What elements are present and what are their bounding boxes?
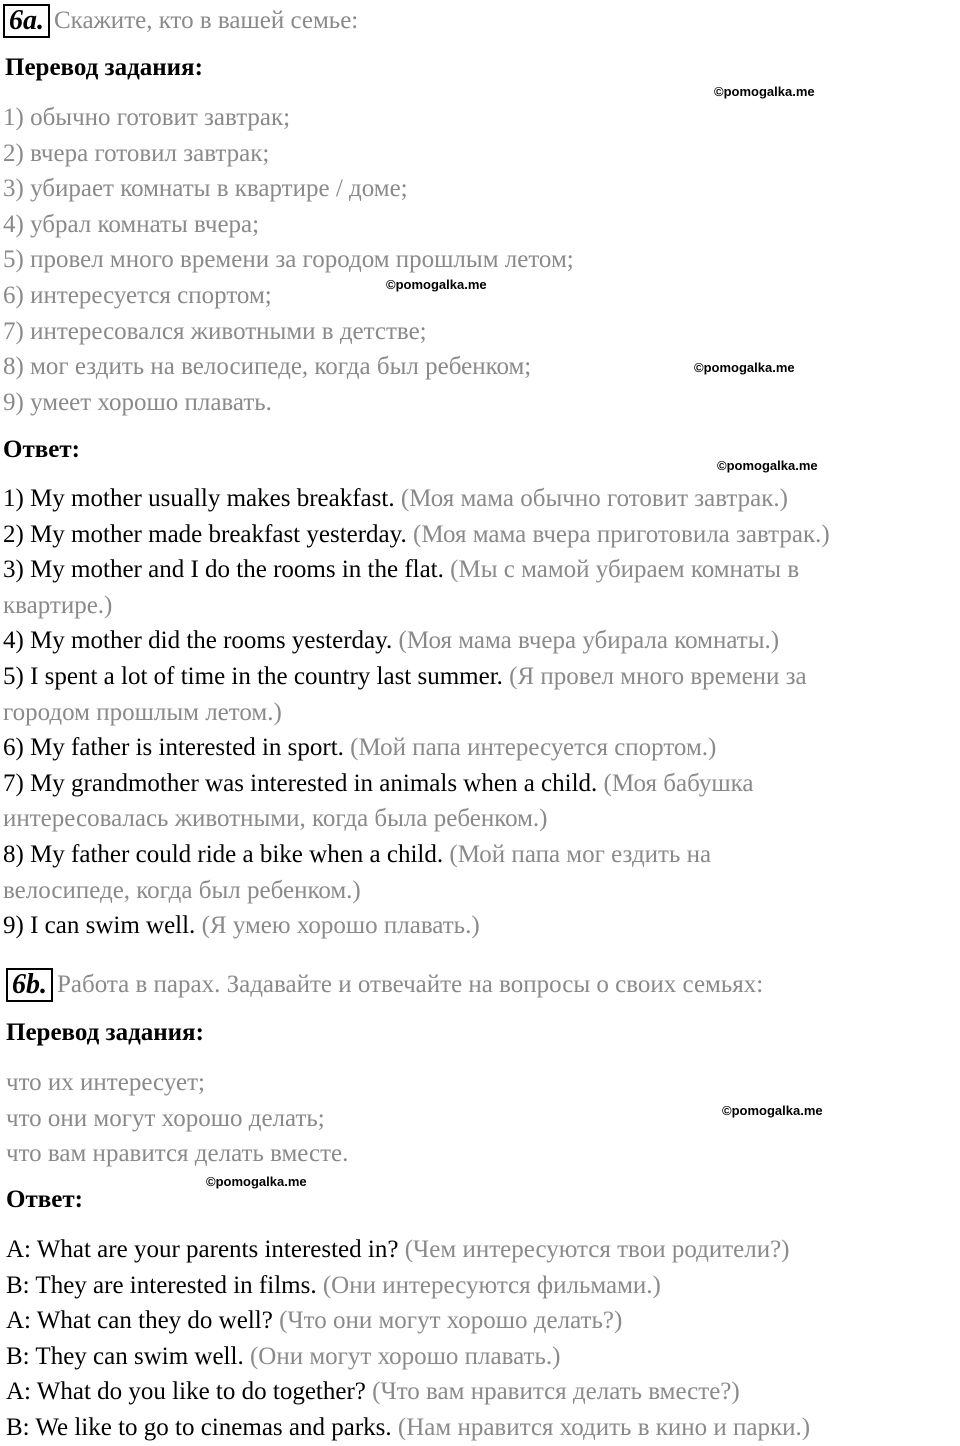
answer-en: 6) My father is interested in sport. [3, 734, 344, 762]
list-item: 4) убрал комнаты вчера; [3, 210, 260, 238]
answer-en: B: They are interested in films. [6, 1271, 317, 1299]
answer-ru: (Нам нравится ходить в кино и парки.) [391, 1413, 811, 1441]
answer-en: 9) I can swim well. [3, 912, 196, 940]
task-6b-answers [6, 1232, 810, 1446]
answer-en: A: What can they do well? [6, 1307, 273, 1335]
task-6b-translation-heading: Перевод задания: [6, 1019, 204, 1046]
task-6a-number: 6a. [3, 4, 50, 38]
list-item: что их интересует; [6, 1069, 205, 1096]
task-6a-items [3, 100, 574, 420]
answer-line [3, 837, 830, 873]
task-6a-header [3, 4, 358, 38]
watermark: ©pomogalka.me [694, 360, 795, 375]
answer-line [3, 695, 830, 731]
answer-line [3, 801, 830, 837]
answer-line [3, 517, 830, 553]
list-item: 5) провел много времени за городом прошлым летом; [3, 246, 574, 274]
task-6b-items [6, 1065, 348, 1172]
answer-ru: (Моя бабушка [597, 769, 754, 797]
answer-ru: (Мой папа мог ездить на [443, 840, 712, 868]
dialogue-line [6, 1303, 810, 1339]
task-6a-answer-heading: Ответ: [3, 436, 80, 463]
answer-en: B: They can swim well. [6, 1342, 244, 1370]
task-6b-number: 6b. [6, 968, 53, 1002]
answer-en: 5) I spent a lot of time in the country last summer. [3, 662, 503, 690]
answer-ru: городом прошлым летом.) [3, 698, 282, 726]
answer-ru: (Я провел много времени за [502, 662, 807, 690]
watermark: ©pomogalka.me [386, 277, 487, 292]
dialogue-line [6, 1374, 810, 1410]
answer-en: 2) My mother made breakfast yesterday. [3, 520, 407, 548]
dialogue-line [6, 1339, 810, 1375]
answer-ru: (Моя мама вчера убирала комнаты.) [392, 627, 780, 655]
answer-ru: (Моя мама вчера приготовила завтрак.) [406, 520, 830, 548]
answer-line [3, 730, 830, 766]
dialogue-line [6, 1268, 810, 1304]
answer-ru: (Мы с мамой убираем комнаты в [443, 556, 800, 584]
answer-ru: (Они могут хорошо плавать.) [243, 1342, 561, 1370]
list-item: 2) вчера готовил завтрак; [3, 139, 270, 167]
answer-ru: (Чем интересуются твои родители?) [398, 1236, 790, 1263]
task-6a-text: Скажите, кто в вашей семье: [54, 7, 359, 34]
answer-ru: (Они интересуются фильмами.) [316, 1271, 661, 1299]
watermark: ©pomogalka.me [714, 84, 815, 99]
answer-line [3, 873, 830, 909]
task-6b-header [6, 968, 763, 1002]
answer-ru: (Что вам нравится делать вместе?) [365, 1378, 740, 1406]
answer-line [3, 623, 830, 659]
answer-en: A: What are your parents interested in? [6, 1236, 399, 1263]
list-item: 9) умеет хорошо плавать. [3, 388, 272, 416]
task-6b-answer-heading: Ответ: [6, 1186, 83, 1213]
task-6a-answers [3, 481, 830, 944]
answer-ru: (Моя мама обычно готовит завтрак.) [394, 485, 788, 512]
task-6a-translation-heading: Перевод задания: [5, 54, 203, 81]
answer-en: 3) My mother and I do the rooms in the flat. [3, 556, 444, 584]
task-6b-text: Работа в парах. Задавайте и отвечайте на вопросы о своих семьях: [57, 971, 764, 998]
answer-en: 7) My grandmother was interested in animals when a child. [3, 769, 598, 797]
answer-line [3, 588, 830, 624]
list-item: 6) интересуется спортом; [3, 281, 272, 309]
list-item: что они могут хорошо делать; [6, 1104, 325, 1132]
list-item: 7) интересовался животными в детстве; [3, 317, 427, 345]
answer-line [3, 766, 830, 802]
answer-ru: (Мой папа интересуется спортом.) [343, 734, 717, 762]
answer-ru: велосипеде, когда был ребенком.) [3, 876, 361, 904]
answer-line [3, 908, 830, 944]
watermark: ©pomogalka.me [722, 1103, 823, 1118]
answer-en: 8) My father could ride a bike when a child. [3, 840, 444, 868]
answer-line [3, 552, 830, 588]
dialogue-line [6, 1410, 810, 1446]
answer-en: 1) My mother usually makes breakfast. [3, 485, 395, 512]
list-item: что вам нравится делать вместе. [6, 1140, 349, 1168]
watermark: ©pomogalka.me [717, 458, 818, 473]
answer-line [3, 481, 830, 517]
dialogue-line [6, 1232, 810, 1268]
answer-en: 4) My mother did the rooms yesterday. [3, 627, 393, 655]
answer-ru: (Я умею хорошо плавать.) [195, 912, 480, 940]
watermark: ©pomogalka.me [206, 1174, 307, 1189]
answer-line [3, 659, 830, 695]
answer-ru: интересовалась животными, когда была ребенком.) [3, 805, 548, 833]
answer-ru: квартире.) [3, 591, 113, 619]
list-item: 8) мог ездить на велосипеде, когда был ребенком; [3, 353, 532, 381]
list-item: 1) обычно готовит завтрак; [3, 104, 291, 131]
list-item: 3) убирает комнаты в квартире / доме; [3, 175, 408, 203]
answer-ru: (Что они могут хорошо делать?) [272, 1307, 623, 1335]
answer-en: A: What do you like to do together? [6, 1378, 366, 1406]
answer-en: B: We like to go to cinemas and parks. [6, 1413, 392, 1441]
